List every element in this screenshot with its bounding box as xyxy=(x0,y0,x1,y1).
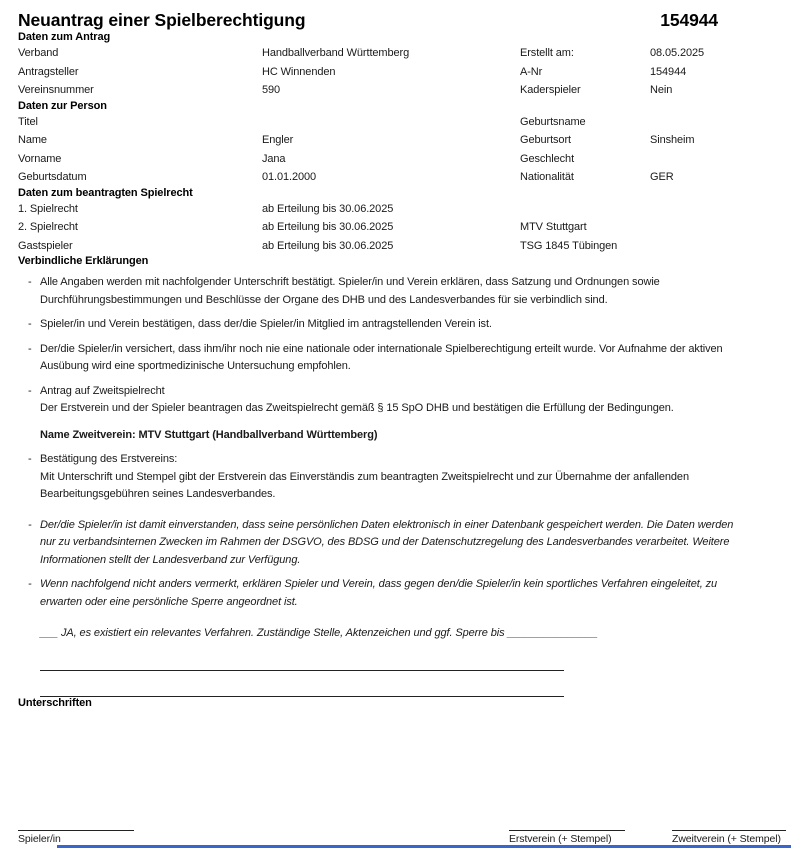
field-value: ab Erteilung bis 30.06.2025 xyxy=(262,202,394,215)
field-value: 08.05.2025 xyxy=(650,47,705,59)
field-label: 1. Spielrecht xyxy=(18,202,78,215)
field-value: 154944 xyxy=(650,65,687,78)
field-label: Verband xyxy=(18,47,59,59)
field-value xyxy=(650,150,747,169)
spielrecht-grid xyxy=(18,200,747,256)
declaration-item xyxy=(18,274,747,309)
field-label: Kaderspieler xyxy=(520,84,581,96)
declaration-text-line1: Antrag auf Zweitspielrecht xyxy=(40,384,165,397)
field-label: Nationalität xyxy=(520,171,574,183)
declaration-item-zweitspielrecht xyxy=(18,383,747,418)
declaration-item xyxy=(18,316,747,334)
signature-block-spieler xyxy=(18,830,134,845)
field-value xyxy=(262,113,520,132)
bullet-dash: - xyxy=(28,384,32,397)
section-heading-erklaerungen: Verbindliche Erklärungen xyxy=(18,255,149,267)
declaration-text: Der/die Spieler/in ist damit einverstanden, dass seine persönlichen Daten elektronisch in einer Datenbank gespeichert werden. Die Daten werden nur zu verbandsinternen Zwecken im Rahmen der DSGVO, des BDSG und der Datenschutzregelung des Landesverbandes verarbeitet. Weitere Informationen stellt der Landesverband zur Verfügung. xyxy=(40,518,734,566)
bullet-dash: - xyxy=(28,276,32,288)
field-value: GER xyxy=(650,171,674,183)
field-label: Geschlecht xyxy=(520,152,575,165)
verfahren-ja-line: ___ JA, es existiert ein relevantes Verfahren. Zuständige Stelle, Aktenzeichen und ggf. Sperre bis _______________ xyxy=(40,627,598,639)
field-label: 2. Spielrecht xyxy=(18,221,78,233)
declaration-text: Wenn nachfolgend nicht anders vermerkt, erklären Spieler und Verein, dass gegen den/die Spieler/in kein sportliches Verfahren eingeleitet, zu erwarten oder eine persönliche Sperre angeordnet ist. xyxy=(40,578,718,608)
signature-label: Spieler/in xyxy=(18,833,61,845)
bullet-dash: - xyxy=(28,342,32,355)
person-grid xyxy=(18,113,747,187)
field-value: 01.01.2000 xyxy=(262,171,317,183)
field-label: Titel xyxy=(18,115,38,128)
declarations-list xyxy=(18,274,747,611)
field-value: TSG 1845 Tübingen xyxy=(520,239,618,252)
field-label: Name xyxy=(18,134,47,146)
field-value: Handballverband Württemberg xyxy=(262,47,410,59)
signature-block-zweitverein xyxy=(672,830,786,845)
bullet-dash: - xyxy=(28,578,32,590)
field-value: Engler xyxy=(262,134,294,146)
declaration-text: Der/die Spieler/in versichert, dass ihm/ihr noch nie eine nationale oder internationale Spielberechtigung erteilt wurde. Vor Aufnahme der aktiven Ausübung wird eine sportmedizinische Untersuchung empfohlen. xyxy=(40,342,723,372)
field-value: 590 xyxy=(262,84,281,96)
declaration-text: Spieler/in und Verein bestätigen, dass der/die Spieler/in Mitglied im antragstellenden Verein ist. xyxy=(40,318,492,330)
document-number: 154944 xyxy=(660,10,718,30)
field-value: ab Erteilung bis 30.06.2025 xyxy=(262,221,394,233)
field-value: Jana xyxy=(262,152,286,165)
write-in-line-1 xyxy=(40,670,564,671)
field-value: HC Winnenden xyxy=(262,65,336,78)
field-label: Vereinsnummer xyxy=(18,84,94,96)
bullet-dash: - xyxy=(28,518,32,531)
title-row xyxy=(18,10,747,31)
signature-label: Zweitverein (+ Stempel) xyxy=(672,833,781,845)
bullet-dash: - xyxy=(28,318,32,330)
field-label: Gastspieler xyxy=(18,239,73,252)
section-heading-person: Daten zur Person xyxy=(18,99,107,112)
section-heading-spielrecht: Daten zum beantragten Spielrecht xyxy=(18,186,193,199)
field-value: Nein xyxy=(650,84,673,96)
section-heading-unterschriften: Unterschriften xyxy=(18,696,92,709)
signature-block-erstverein xyxy=(509,830,625,845)
zweitverein-name-line: Name Zweitverein: MTV Stuttgart (Handballverband Württemberg) xyxy=(40,428,378,441)
field-label: Antragsteller xyxy=(18,65,79,78)
field-label: Vorname xyxy=(18,152,62,165)
declaration-text-line1: Bestätigung des Erstvereins: xyxy=(40,453,178,465)
declaration-item-verfahren xyxy=(18,576,747,611)
field-value: MTV Stuttgart xyxy=(520,221,587,233)
page-title: Neuantrag einer Spielberechtigung xyxy=(18,10,306,30)
signature-label: Erstverein (+ Stempel) xyxy=(509,833,612,845)
field-value: ab Erteilung bis 30.06.2025 xyxy=(262,239,394,252)
field-value: Sinsheim xyxy=(650,134,695,146)
field-value xyxy=(650,113,747,132)
antrag-grid xyxy=(18,44,747,100)
field-label: Geburtsdatum xyxy=(18,171,87,183)
declaration-item xyxy=(18,341,747,376)
field-label: Geburtsort xyxy=(520,134,571,146)
declaration-item-erstverein xyxy=(18,451,747,504)
field-value xyxy=(520,200,747,219)
bullet-dash: - xyxy=(28,453,32,465)
field-label: Erstellt am: xyxy=(520,47,574,59)
declaration-item-datenschutz xyxy=(18,517,747,570)
declaration-text-line2: Mit Unterschrift und Stempel gibt der Erstverein das Einverständis zum beantragten Zweitspielrecht und zur Übernahme der anfallenden Bearbeitungsgebühren seines Landesverbandes. xyxy=(40,470,689,500)
field-label: Geburtsname xyxy=(520,115,586,128)
field-label: A-Nr xyxy=(520,65,543,78)
declaration-text-line2: Der Erstverein und der Spieler beantragen das Zweitspielrecht gemäß § 15 SpO DHB und bestätigen die Erfüllung der Bedingungen. xyxy=(40,402,674,414)
declaration-text: Alle Angaben werden mit nachfolgender Unterschrift bestätigt. Spieler/in und Verein erklären, dass Satzung und Ordnungen sowie Durchführungsbestimmungen und Beschlüsse der Organe des DHB und des Landesverbandes für sie verbindlich sind. xyxy=(40,276,660,306)
section-heading-antrag: Daten zum Antrag xyxy=(18,31,111,43)
